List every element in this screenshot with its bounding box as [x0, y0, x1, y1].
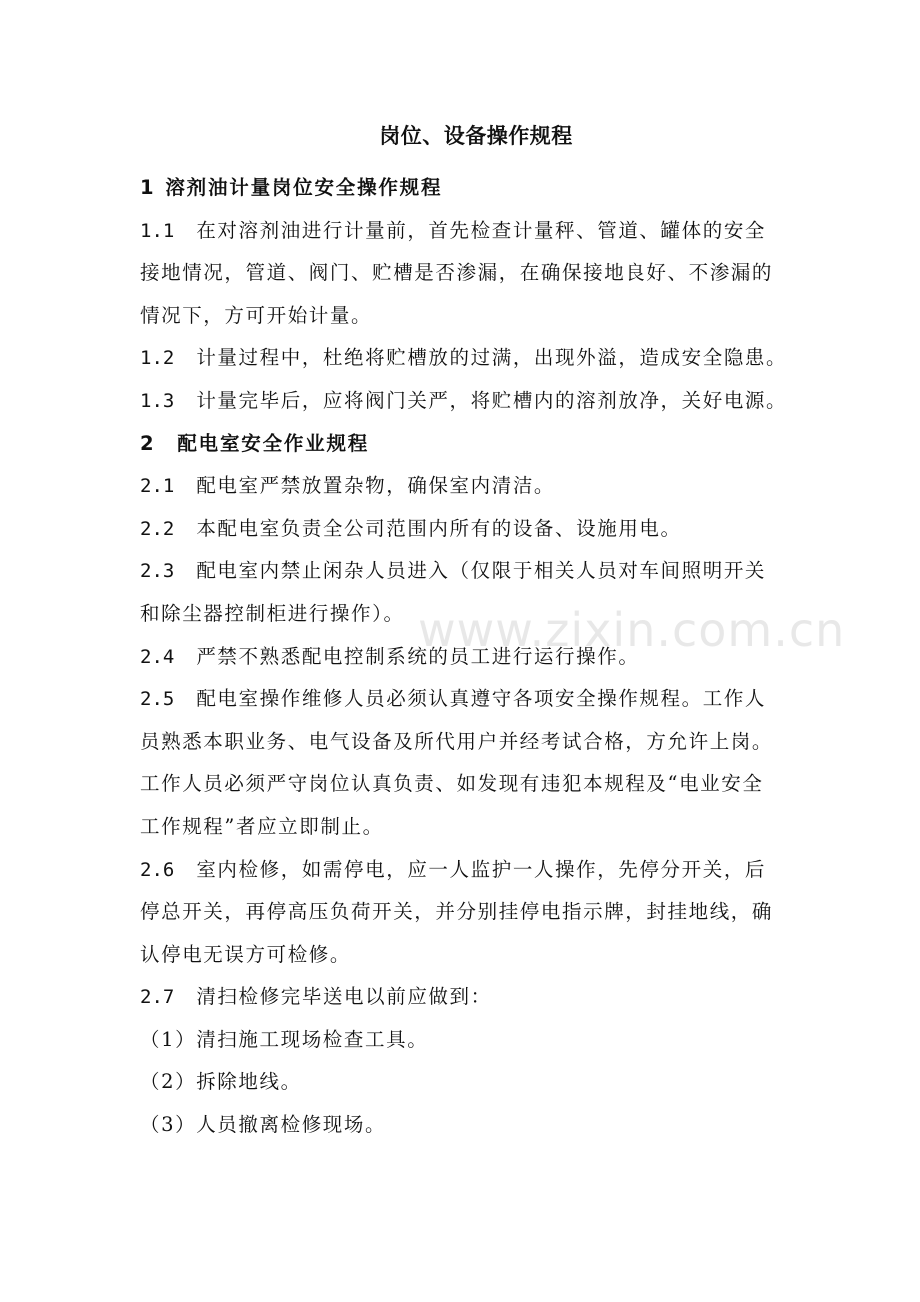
clause-number: 1.1	[140, 219, 175, 242]
clause-line	[140, 383, 790, 418]
clause-line	[140, 213, 790, 248]
clause-text: 计量完毕后，应将阀门关严，将贮槽内的溶剂放净，关好电源。	[196, 388, 788, 412]
clause-line: 工作规程”者应立即制止。	[140, 814, 384, 838]
clause-line	[140, 553, 790, 588]
clause-number: 2.4	[140, 645, 175, 668]
section-heading	[140, 426, 790, 461]
document-body	[140, 170, 790, 1150]
clause-line	[140, 468, 790, 503]
clause-line: 工作人员必须严守岗位认真负责、如发现有违犯本规程及“电业安全	[140, 772, 764, 796]
clause-line: 接地情况，管道、阀门、贮槽是否渗漏，在确保接地良好、不渗漏的	[140, 261, 774, 285]
sub-item: （2）拆除地线。	[140, 1070, 302, 1094]
clause-text: 严禁不熟悉配电控制系统的员工进行运行操作。	[196, 644, 640, 668]
clause-number: 2.2	[140, 517, 175, 540]
clause-line	[140, 979, 790, 1014]
clause-number: 2.6	[140, 858, 175, 881]
clause-text: 清扫检修完毕送电以前应做到：	[196, 985, 492, 1009]
section-heading-text: 配电室安全作业规程	[177, 431, 370, 455]
clause-number: 2.7	[140, 986, 175, 1009]
sub-item: （3）人员撤离检修现场。	[140, 1113, 387, 1137]
clause-text: 配电室内禁止闲杂人员进入（仅限于相关人员对车间照明开关	[196, 559, 767, 583]
clause-line	[140, 340, 790, 375]
clause-text: 在对溶剂油进行计量前，首先检查计量秤、管道、罐体的安全	[196, 218, 767, 242]
clause-number: 1.2	[140, 347, 175, 370]
clause-text: 配电室操作维修人员必须认真遵守各项安全操作规程。工作人	[196, 687, 767, 711]
section-heading-text: 溶剂油计量岗位安全操作规程	[165, 176, 443, 199]
watermark: www.zixin.com.cn	[418, 603, 846, 657]
sub-item: （1）清扫施工现场检查工具。	[140, 1027, 429, 1051]
clause-line: 认停电无误方可检修。	[140, 942, 352, 966]
section-number: 2	[140, 431, 156, 455]
clause-number: 2.3	[140, 560, 175, 583]
clause-line: 情况下，方可开始计量。	[140, 303, 373, 327]
document-title: 岗位、设备操作规程	[379, 124, 573, 148]
clause-line	[140, 852, 790, 887]
clause-number: 2.5	[140, 688, 175, 711]
clause-line: 员熟悉本职业务、电气设备及所代用户并经考试合格，方允许上岗。	[140, 729, 774, 753]
clause-text: 配电室严禁放置杂物，确保室内清洁。	[196, 474, 556, 498]
clause-line: 停总开关，再停高压负荷开关，并分别挂停电指示牌，封挂地线，确	[140, 900, 774, 924]
clause-line: 和除尘器控制柜进行操作）。	[140, 601, 405, 625]
clause-number: 1.3	[140, 389, 175, 412]
clause-line	[140, 639, 790, 674]
clause-text: 本配电室负责全公司范围内所有的设备、设施用电。	[196, 516, 682, 540]
clause-text: 室内检修，如需停电，应一人监护一人操作，先停分开关，后	[196, 857, 767, 881]
section-number: 1	[140, 176, 156, 199]
clause-text: 计量过程中，杜绝将贮槽放的过满，出现外溢，造成安全隐患。	[196, 346, 788, 370]
clause-line	[140, 511, 790, 546]
section-heading	[140, 170, 790, 205]
clause-number: 2.1	[140, 475, 175, 498]
clause-line	[140, 681, 790, 716]
